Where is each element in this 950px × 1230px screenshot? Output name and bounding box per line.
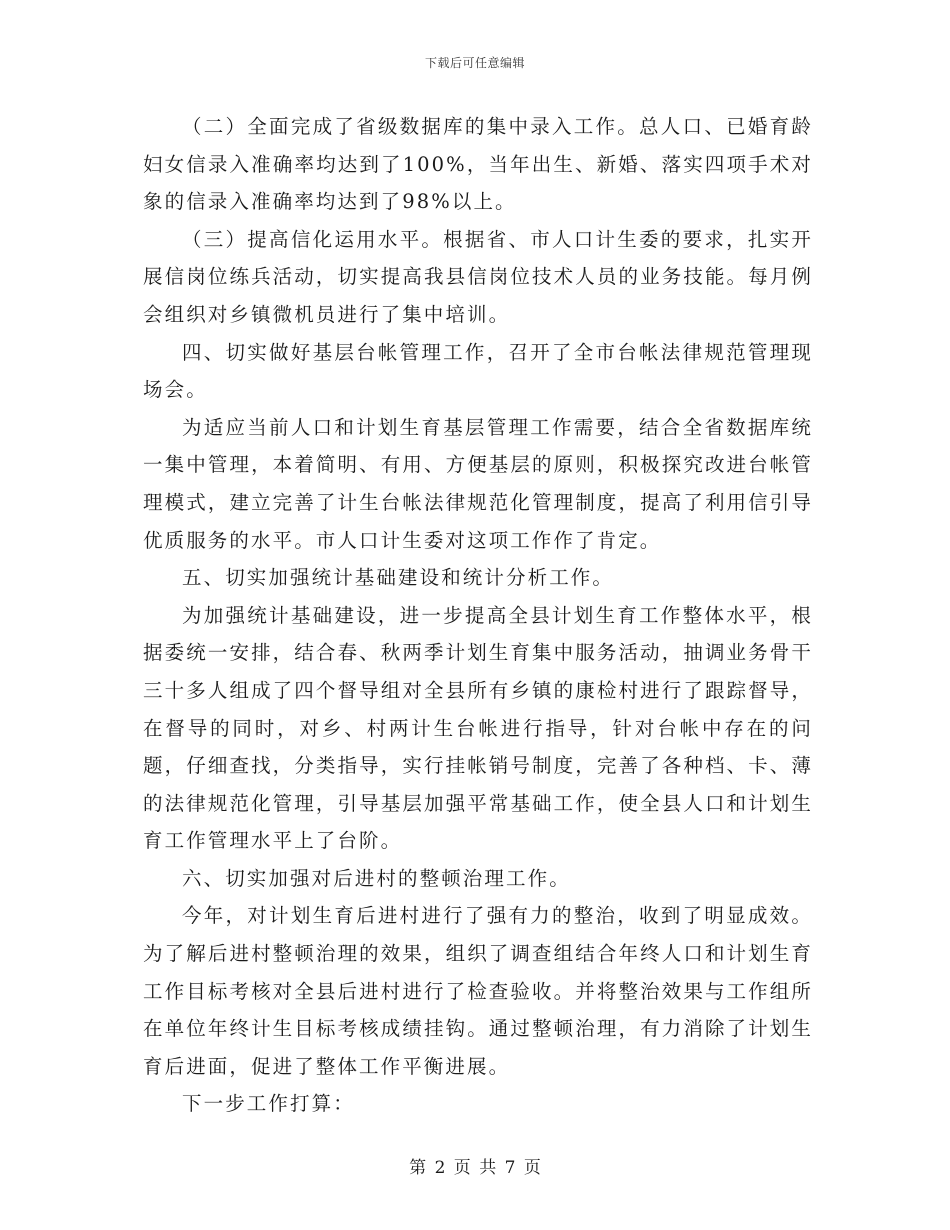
section-heading: 四、切实做好基层台帐管理工作，召开了全市台帐法律规范管理现场会。 — [143, 340, 813, 402]
paragraph: （二）全面完成了省级数据库的集中录入工作。总人口、已婚育龄妇女信录入准确率均达到了100%，当年出生、新婚、落实四项手术对象的信录入准确率均达到了98%以上。 — [143, 115, 813, 214]
paragraph: 为加强统计基础建设，进一步提高全县计划生育工作整体水平，根据委统一安排，结合春、秋两季计划生育集中服务活动，抽调业务骨干三十多人组成了四个督导组对全县所有乡镇的康检村进行了跟踪督导，在督导的同时，对乡、村两计生台帐进行指导，针对台帐中存在的问题，仔细查找，分类指导，实行挂帐销号制度，完善了各种档、卡、薄的法律规范化管理，引导基层加强平常基础工作，使全县人口和计划生育工作管理水平上了台阶。 — [143, 603, 813, 853]
document-body — [143, 108, 813, 1123]
page-header: 下载后可任意编辑 — [424, 56, 525, 70]
paragraph: 为适应当前人口和计划生育基层管理工作需要，结合全省数据库统一集中管理，本着简明、有用、方便基层的原则，积极探究改进台帐管理模式，建立完善了计生台帐法律规范化管理制度，提高了利用信引导优质服务的水平。市人口计生委对这项工作作了肯定。 — [143, 415, 813, 552]
page-number: 第 2 页 共 7 页 — [409, 1158, 541, 1178]
paragraph: 下一步工作打算： — [182, 1092, 355, 1116]
paragraph: 今年，对计划生育后进村进行了强有力的整治，收到了明显成效。为了解后进村整顿治理的效果，组织了调查组结合年终人口和计划生育工作目标考核对全县后进村进行了检查验收。并将整治效果与工作组所在单位年终计生目标考核成绩挂钩。通过整顿治理，有力消除了计划生育后进面，促进了整体工作平衡进展。 — [143, 904, 813, 1078]
paragraph: （三）提高信化运用水平。根据省、市人口计生委的要求，扎实开展信岗位练兵活动，切实提高我县信岗位技术人员的业务技能。每月例会组织对乡镇微机员进行了集中培训。 — [143, 227, 813, 326]
section-heading: 六、切实加强对后进村的整顿治理工作。 — [182, 866, 571, 890]
section-heading: 五、切实加强统计基础建设和统计分析工作。 — [182, 566, 615, 590]
